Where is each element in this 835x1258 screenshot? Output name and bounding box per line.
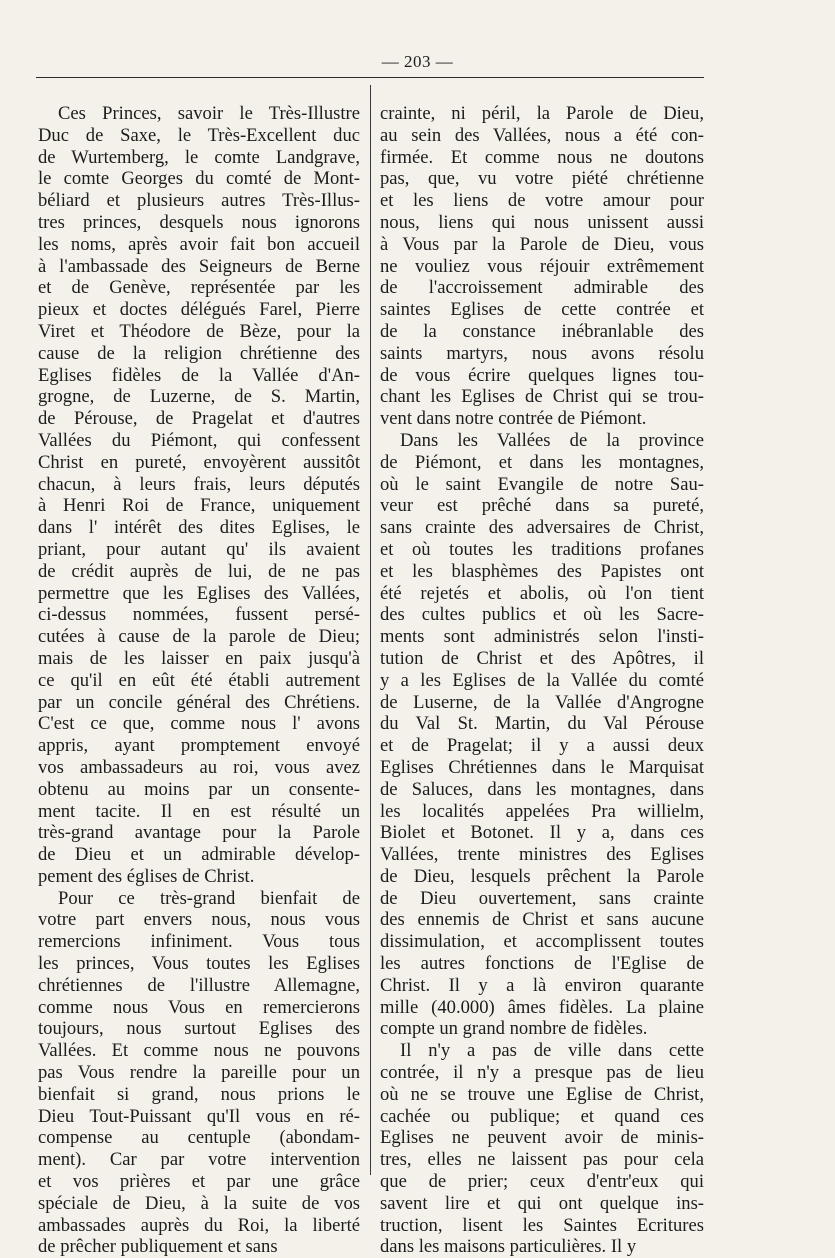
text-line: priant, pour autant qu' ils avaient xyxy=(38,538,360,560)
text-line: sans crainte des adversaires de Christ, xyxy=(380,517,704,539)
text-line: de Pérouse, de Pragelat et d'autres xyxy=(38,408,360,430)
text-line: de Piémont, et dans les montagnes, xyxy=(380,451,704,473)
text-line: ne vouliez vous réjouir extrêmement xyxy=(380,255,704,277)
text-line: pement des églises de Christ. xyxy=(38,865,255,887)
text-line: et de Genève, représentée par les xyxy=(38,277,360,299)
text-line: Vallées. Et comme nous ne pouvons xyxy=(38,1040,360,1062)
text-line: y a les Eglises de la Vallée du comté xyxy=(380,669,704,691)
text-line: au sein des Vallées, nous a été con- xyxy=(380,124,704,146)
text-line: Pour ce très-grand bienfait de xyxy=(58,887,360,909)
text-line: vos ambassadeurs au roi, vous avez xyxy=(38,756,360,778)
text-line: Ces Princes, savoir le Très-Illustre xyxy=(58,103,360,124)
text-line: veur est prêché dans sa pureté, xyxy=(380,495,704,517)
text-line: de Dieu ouvertement, sans crainte xyxy=(380,887,704,909)
text-line: de Dieu et un admirable dévelop- xyxy=(38,844,360,866)
text-line: et les blasphèmes des Papistes ont xyxy=(380,560,704,582)
text-line: Christ. Il y a là environ quarante xyxy=(380,974,704,996)
text-line: de l'accroissement admirable des xyxy=(380,277,704,299)
text-line: nous, liens qui nous unissent aussi xyxy=(380,211,704,233)
text-line: Eglises ne peuvent avoir de minis- xyxy=(380,1127,704,1149)
text-line: firmée. Et comme nous ne doutons xyxy=(380,146,704,168)
page-number: — 203 — xyxy=(381,52,454,71)
text-line: ci-dessus nommées, fussent persé- xyxy=(38,604,360,626)
text-line: de prêcher publiquement et sans xyxy=(38,1236,278,1258)
text-line: Duc de Saxe, le Très-Excellent duc xyxy=(38,124,360,146)
text-line: de Dieu, lesquels prêchent la Parole xyxy=(380,865,704,887)
text-line: que de prier; ceux d'entr'eux qui xyxy=(380,1171,704,1193)
text-line: C'est ce que, comme nous l' avons xyxy=(38,713,360,735)
text-line: et où toutes les traditions profanes xyxy=(380,538,704,560)
text-line: de la constance inébranlable des xyxy=(380,320,704,342)
text-line: cause de la religion chrétienne des xyxy=(38,342,360,364)
text-line: de Saluces, dans les montagnes, dans xyxy=(380,778,704,800)
text-line: ments sont administrés selon l'insti- xyxy=(380,626,704,648)
text-line: où le saint Evangile de notre Sau- xyxy=(380,473,704,495)
text-line: compense au centuple (abondam- xyxy=(38,1127,360,1149)
text-line: vent dans notre contrée de Piémont. xyxy=(380,408,647,430)
text-line: de vous écrire quelques lignes tou- xyxy=(380,364,704,386)
text-line: votre part envers nous, nous vous xyxy=(38,909,360,931)
text-line: Vallées du Piémont, qui confessent xyxy=(38,429,360,451)
text-line: des ennemis de Christ et sans aucune xyxy=(380,909,704,931)
text-line: de Luserne, de la Vallée d'Angrogne xyxy=(380,691,704,713)
text-line: Christ en pureté, envoyèrent aussitôt xyxy=(38,451,360,473)
text-line: à Vous par la Parole de Dieu, vous xyxy=(380,233,704,255)
text-line: pas Vous rendre la pareille pour un xyxy=(38,1062,360,1084)
text-line: mais de les laisser en paix jusqu'à xyxy=(38,647,360,669)
text-line: appris, ayant promptement envoyé xyxy=(38,735,360,757)
text-line: crainte, ni péril, la Parole de Dieu, xyxy=(380,103,704,124)
text-line: très-grand avantage pour la Parole xyxy=(38,822,360,844)
text-line: pieux et doctes délégués Farel, Pierre xyxy=(38,299,360,321)
text-line: les localités appelées Pra willielm, xyxy=(380,800,704,822)
text-line: les autres fonctions de l'Eglise de xyxy=(380,953,704,975)
text-line: remercions infiniment. Vous tous xyxy=(38,931,360,953)
text-line: du Val St. Martin, du Val Pérouse xyxy=(380,713,704,735)
text-line: et de Pragelat; il y a aussi deux xyxy=(380,735,704,757)
text-line: Dans les Vallées de la province xyxy=(400,429,704,451)
text-line: saintes Eglises de cette contrée et xyxy=(380,299,704,321)
left-column xyxy=(38,103,360,1258)
text-line: dans l' intérêt des dites Eglises, le xyxy=(38,517,360,539)
text-line: tres, elles ne laissent pas pour cela xyxy=(380,1149,704,1171)
text-line: à Henri Roi de France, uniquement xyxy=(38,495,360,517)
text-line: Eglises fidèles de la Vallée d'An- xyxy=(38,364,360,386)
text-line: Il n'y a pas de ville dans cette xyxy=(400,1040,704,1062)
text-line: Eglises Chrétiennes dans le Marquisat xyxy=(380,756,704,778)
column-divider xyxy=(370,85,371,1175)
text-line: ambassades auprès du Roi, la liberté xyxy=(38,1214,360,1236)
text-line: Viret et Théodore de Bèze, pour la xyxy=(38,320,360,342)
text-line: chacun, à leurs frais, leurs députés xyxy=(38,473,360,495)
text-line: des cultes publics et où les Sacre- xyxy=(380,604,704,626)
text-line: de crédit auprès de lui, de ne pas xyxy=(38,560,360,582)
text-line: et vos prières et par une grâce xyxy=(38,1171,360,1193)
text-line: bienfait si grand, nous prions le xyxy=(38,1083,360,1105)
text-line: à l'ambassade des Seigneurs de Berne xyxy=(38,255,360,277)
text-line: ce qu'il en eût été établi autrement xyxy=(38,669,360,691)
text-line: chant les Eglises de Christ qui se trou- xyxy=(380,386,704,408)
text-line: tres princes, desquels nous ignorons xyxy=(38,211,360,233)
text-line: Biolet et Botonet. Il y a, dans ces xyxy=(380,822,704,844)
text-line: pas, que, vu votre piété chrétienne xyxy=(380,168,704,190)
text-line: dissimulation, et accomplissent toutes xyxy=(380,931,704,953)
text-line: les noms, après avoir fait bon accueil xyxy=(38,233,360,255)
text-line: compte un grand nombre de fidèles. xyxy=(380,1018,648,1040)
text-line: savent lire et qui ont quelque ins- xyxy=(380,1192,704,1214)
text-line: cutées à cause de la parole de Dieu; xyxy=(38,626,360,648)
text-line: et les liens de votre amour pour xyxy=(380,190,704,212)
text-line: comme nous Vous en remercierons xyxy=(38,996,360,1018)
text-line: permettre que les Eglises des Vallées, xyxy=(38,582,360,604)
text-line: cachée ou publique; et quand ces xyxy=(380,1105,704,1127)
text-line: où ne se trouve une Eglise de Christ, xyxy=(380,1083,704,1105)
header-rule xyxy=(36,77,704,78)
text-line: spéciale de Dieu, à la suite de vos xyxy=(38,1192,360,1214)
text-line: grogne, de Luzerne, de S. Martin, xyxy=(38,386,360,408)
text-line: ment). Car par votre intervention xyxy=(38,1149,360,1171)
right-column xyxy=(380,103,704,1258)
text-line: de Wurtemberg, le comte Landgrave, xyxy=(38,146,360,168)
text-line: obtenu au moins par un consente- xyxy=(38,778,360,800)
text-line: tution de Christ et des Apôtres, il xyxy=(380,647,704,669)
text-line: contrée, il n'y a presque pas de lieu xyxy=(380,1062,704,1084)
text-line: ment tacite. Il en est résulté un xyxy=(38,800,360,822)
text-line: toujours, nous surtout Eglises des xyxy=(38,1018,360,1040)
text-line: chrétiennes de l'illustre Allemagne, xyxy=(38,974,360,996)
text-line: les princes, Vous toutes les Eglises xyxy=(38,953,360,975)
text-line: saints martyrs, nous avons résolu xyxy=(380,342,704,364)
text-line: Vallées, trente ministres des Eglises xyxy=(380,844,704,866)
text-line: béliard et plusieurs autres Très-Illus- xyxy=(38,190,360,212)
text-line: mille (40.000) âmes fidèles. La plaine xyxy=(380,996,704,1018)
text-line: par un concile général des Chrétiens. xyxy=(38,691,360,713)
text-line: le comte Georges du comté de Mont- xyxy=(38,168,360,190)
text-line: été rejetés et abolis, où l'on tient xyxy=(380,582,704,604)
text-line: Dieu Tout-Puissant qu'Il vous en ré- xyxy=(38,1105,360,1127)
text-line: dans les maisons particulières. Il y xyxy=(380,1236,637,1258)
text-line: truction, lisent les Saintes Ecritures xyxy=(380,1214,704,1236)
